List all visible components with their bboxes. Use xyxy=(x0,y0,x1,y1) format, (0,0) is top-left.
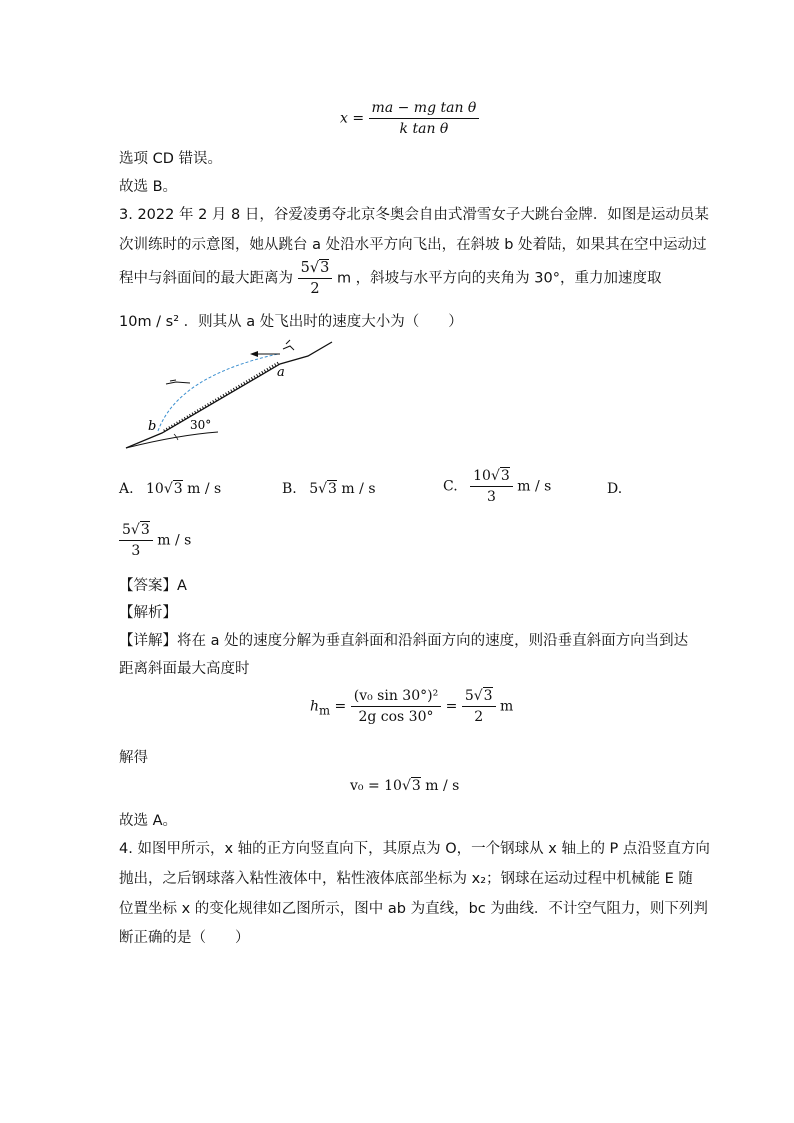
option-b-label: B. xyxy=(282,481,297,497)
option-c-rad: 3 xyxy=(500,468,510,484)
option-c-coef: 10 xyxy=(473,468,491,484)
option-b[interactable] xyxy=(282,481,376,497)
eq-v-unit: m / s xyxy=(425,778,460,794)
text-select-b: 故选 B。 xyxy=(119,179,178,195)
eq-v-rad: 3 xyxy=(411,778,421,794)
fig-label-b: b xyxy=(148,419,157,434)
eq-h-fraction xyxy=(351,686,441,727)
option-d-fraction xyxy=(119,520,153,561)
sqrt-icon: √ xyxy=(163,481,173,497)
eq-denominator: k tan θ xyxy=(399,121,449,137)
option-c[interactable] xyxy=(443,466,551,507)
q3-line3-pre: 程中与斜面间的最大距离为 xyxy=(119,270,293,287)
detail-line2: 距离斜面最大高度时 xyxy=(119,661,250,677)
eq-h-rhs-rad: 3 xyxy=(483,688,493,704)
ground-line xyxy=(126,432,218,448)
fig-label-a: a xyxy=(277,365,285,380)
option-a[interactable] xyxy=(119,481,221,497)
detail-line1: 【详解】将在 a 处的速度分解为垂直斜面和沿斜面方向的速度，则沿垂直斜面方向当到达 xyxy=(119,633,689,649)
q3-dist-rad: 3 xyxy=(320,260,330,276)
eq-numerator: ma − mg tan θ xyxy=(369,98,480,119)
ski-jump-figure xyxy=(118,336,348,456)
q3-dist-den: 2 xyxy=(310,281,320,297)
q3-line3-post: m ，斜坡与水平方向的夹角为 30°，重力加速度取 xyxy=(336,270,662,287)
q3-line1: 3. 2022 年 2 月 8 日，谷爱凌勇夺北京冬奥会自由式滑雪女子大跳台金牌．如图是运动员某 xyxy=(119,207,709,223)
eq-h-rhs-fraction xyxy=(462,686,496,727)
q3-dist-coef: 5 xyxy=(300,260,310,276)
eq-h-rhs-den: 2 xyxy=(474,709,484,725)
option-d-label[interactable]: D. xyxy=(607,481,623,497)
q4-line4: 断正确的是（ ） xyxy=(119,930,250,946)
option-d-value[interactable] xyxy=(119,520,191,561)
skier-icon xyxy=(283,340,294,350)
option-a-unit: m / s xyxy=(187,481,222,497)
q3-distance-fraction xyxy=(298,258,333,299)
equation-hm: $h_m$ = $\frac{\text{(v₀ sin 30°)²}}{\text{2g cos 30°}}$ = $\frac{5√3}{2}$ m xyxy=(310,688,514,725)
sqrt-icon: √ xyxy=(401,778,411,794)
option-c-label: C. xyxy=(443,478,458,495)
q4-line3: 位置坐标 x 的变化规律如乙图所示，图中 ab 为直线，bc 为曲线．不计空气阻力，则下列判 xyxy=(119,901,708,917)
equation-v0 xyxy=(350,778,459,794)
answer-label: 【答案】A xyxy=(119,578,187,594)
sqrt-icon: √ xyxy=(490,468,500,484)
option-b-coef: 5 xyxy=(309,481,319,497)
option-b-rad: 3 xyxy=(328,481,337,497)
text-select-a: 故选 A。 xyxy=(119,813,178,829)
option-c-fraction xyxy=(470,466,513,507)
equation-x: x = $\frac{\text{ma − mg tan θ}}{\text{k tan θ}}$ xyxy=(340,98,479,139)
text-cd-wrong: 选项 CD 错误。 xyxy=(119,151,223,167)
q4-line1: 4. 如图甲所示，x 轴的正方向竖直向下，其原点为 O，一个钢球从 x 轴上的 P 点沿竖直方向 xyxy=(119,841,710,857)
slope-line xyxy=(126,342,332,448)
fig-angle-label: 30° xyxy=(190,418,212,432)
option-b-unit: m / s xyxy=(341,481,376,497)
solve-label: 解得 xyxy=(119,750,148,766)
sqrt-icon: √ xyxy=(473,688,483,704)
landing-skier-icon xyxy=(166,380,190,384)
option-d-rad: 3 xyxy=(140,522,150,538)
q4-line2: 抛出，之后钢球落入粘性液体中，粘性液体底部坐标为 x₂；钢球在运动过程中机械能 E 随 xyxy=(119,871,693,887)
analysis-label: 【解析】 xyxy=(119,605,177,621)
q3-line4: 10m / s² ．则其从 a 处飞出时的速度大小为（ ） xyxy=(119,314,463,330)
trajectory-path xyxy=(158,354,278,431)
eq-lhs: x xyxy=(340,110,348,127)
option-a-rad: 3 xyxy=(173,481,183,497)
option-d-coef: 5 xyxy=(122,522,131,538)
eq-h-lhs: h xyxy=(310,698,320,715)
option-a-coef: 10 xyxy=(146,481,164,497)
eq-h-unit: m xyxy=(500,698,514,715)
arrowhead-icon xyxy=(250,351,258,357)
eq-fraction xyxy=(369,98,480,139)
q3-line3 xyxy=(119,258,661,299)
eq-h-num: (v₀ sin 30°)² xyxy=(351,686,441,707)
q3-line2: 次训练时的示意图，她从跳台 a 处沿水平方向飞出，在斜坡 b 处着陆，如果其在空中运动过 xyxy=(119,237,707,253)
sqrt-icon: √ xyxy=(318,481,328,497)
option-d-unit: m / s xyxy=(157,532,192,549)
sqrt-icon: √ xyxy=(130,522,140,538)
eq-h-rhs-coef: 5 xyxy=(464,688,474,704)
option-a-label: A. xyxy=(119,481,134,497)
eq-h-sub: m xyxy=(319,703,331,718)
option-c-unit: m / s xyxy=(517,478,552,495)
option-d-den: 3 xyxy=(131,543,141,559)
sqrt-icon: √ xyxy=(309,260,320,276)
eq-v-lhs: v₀ = 10 xyxy=(350,778,402,794)
option-c-den: 3 xyxy=(487,489,496,505)
eq-h-den: 2g cos 30° xyxy=(358,709,434,725)
